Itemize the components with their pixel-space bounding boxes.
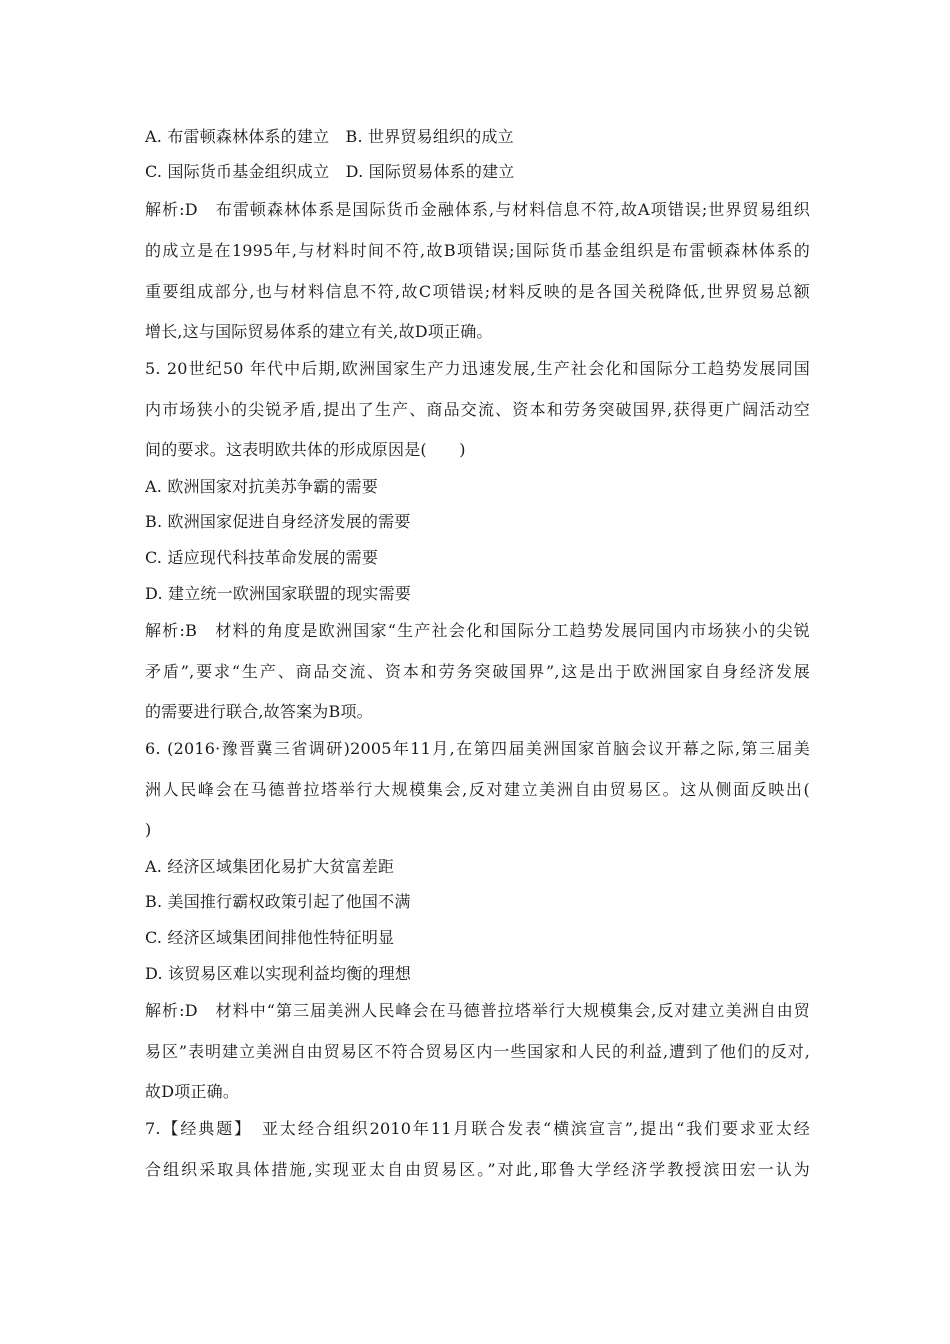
q6-option-d: D. 该贸易区难以实现利益均衡的理想 (145, 964, 412, 983)
q5-option-c: C. 适应现代科技革命发展的需要 (145, 548, 379, 567)
q5-stem-line-1: 5. 20世纪50 年代中后期,欧洲国家生产力迅速发展,生产社会化和国际分工趋势发展同国 (145, 359, 810, 378)
q6-option-c: C. 经济区域集团间排他性特征明显 (145, 928, 395, 947)
q6-stem-line-3: ) (145, 820, 152, 839)
q4-options-cd: C. 国际货币基金组织成立 D. 国际贸易体系的建立 (145, 162, 515, 181)
q4-analysis-line-1: 解析:D 布雷顿森林体系是国际货币金融体系,与材料信息不符,故A项错误;世界贸易组织 (145, 200, 810, 219)
q5-analysis-line-3: 的需要进行联合,故答案为B项。 (145, 702, 373, 721)
q6-stem-line-1: 6. (2016·豫晋冀三省调研)2005年11月,在第四届美洲国家首脑会议开幕之际,第三届美 (145, 739, 810, 758)
q6-stem-line-2: 洲人民峰会在马德普拉塔举行大规模集会,反对建立美洲自由贸易区。这从侧面反映出( (145, 780, 810, 799)
q7-stem-line-1: 7.【经典题】 亚太经合组织2010年11月联合发表“横滨宣言”,提出“我们要求亚太经 (145, 1119, 810, 1138)
q5-stem-line-2: 内市场狭小的尖锐矛盾,提出了生产、商品交流、资本和劳务突破国界,获得更广阔活动空 (145, 400, 810, 419)
q5-analysis-line-1: 解析:B 材料的角度是欧洲国家“生产社会化和国际分工趋势发展同国内市场狭小的尖锐 (145, 621, 810, 640)
q4-analysis-line-4: 增长,这与国际贸易体系的建立有关,故D项正确。 (145, 322, 493, 341)
q6-option-b: B. 美国推行霸权政策引起了他国不满 (145, 892, 411, 911)
q5-option-a: A. 欧洲国家对抗美苏争霸的需要 (145, 477, 378, 496)
q6-analysis-line-1: 解析:D 材料中“第三届美洲人民峰会在马德普拉塔举行大规模集会,反对建立美洲自由贸 (145, 1001, 810, 1020)
q5-option-d: D. 建立统一欧洲国家联盟的现实需要 (145, 584, 412, 603)
q5-stem-line-3: 间的要求。这表明欧共体的形成原因是( ) (145, 440, 466, 459)
q6-analysis-line-3: 故D项正确。 (145, 1082, 240, 1101)
q4-analysis-line-3: 重要组成部分,也与材料信息不符,故C项错误;材料反映的是各国关税降低,世界贸易总额 (145, 282, 810, 301)
q5-option-b: B. 欧洲国家促进自身经济发展的需要 (145, 512, 411, 531)
q7-stem-line-2: 合组织采取具体措施,实现亚太自由贸易区。”对此,耶鲁大学经济学教授滨田宏一认为 (145, 1160, 810, 1179)
q5-analysis-line-2: 矛盾”,要求“生产、商品交流、资本和劳务突破国界”,这是出于欧洲国家自身经济发展 (145, 662, 810, 681)
q4-analysis-line-2: 的成立是在1995年,与材料时间不符,故B项错误;国际货币基金组织是布雷顿森林体系的 (145, 241, 810, 260)
q6-option-a: A. 经济区域集团化易扩大贫富差距 (145, 857, 395, 876)
q6-analysis-line-2: 易区”表明建立美洲自由贸易区不符合贸易区内一些国家和人民的利益,遭到了他们的反对, (145, 1042, 810, 1061)
q4-options-ab: A. 布雷顿森林体系的建立 B. 世界贸易组织的成立 (145, 127, 514, 146)
